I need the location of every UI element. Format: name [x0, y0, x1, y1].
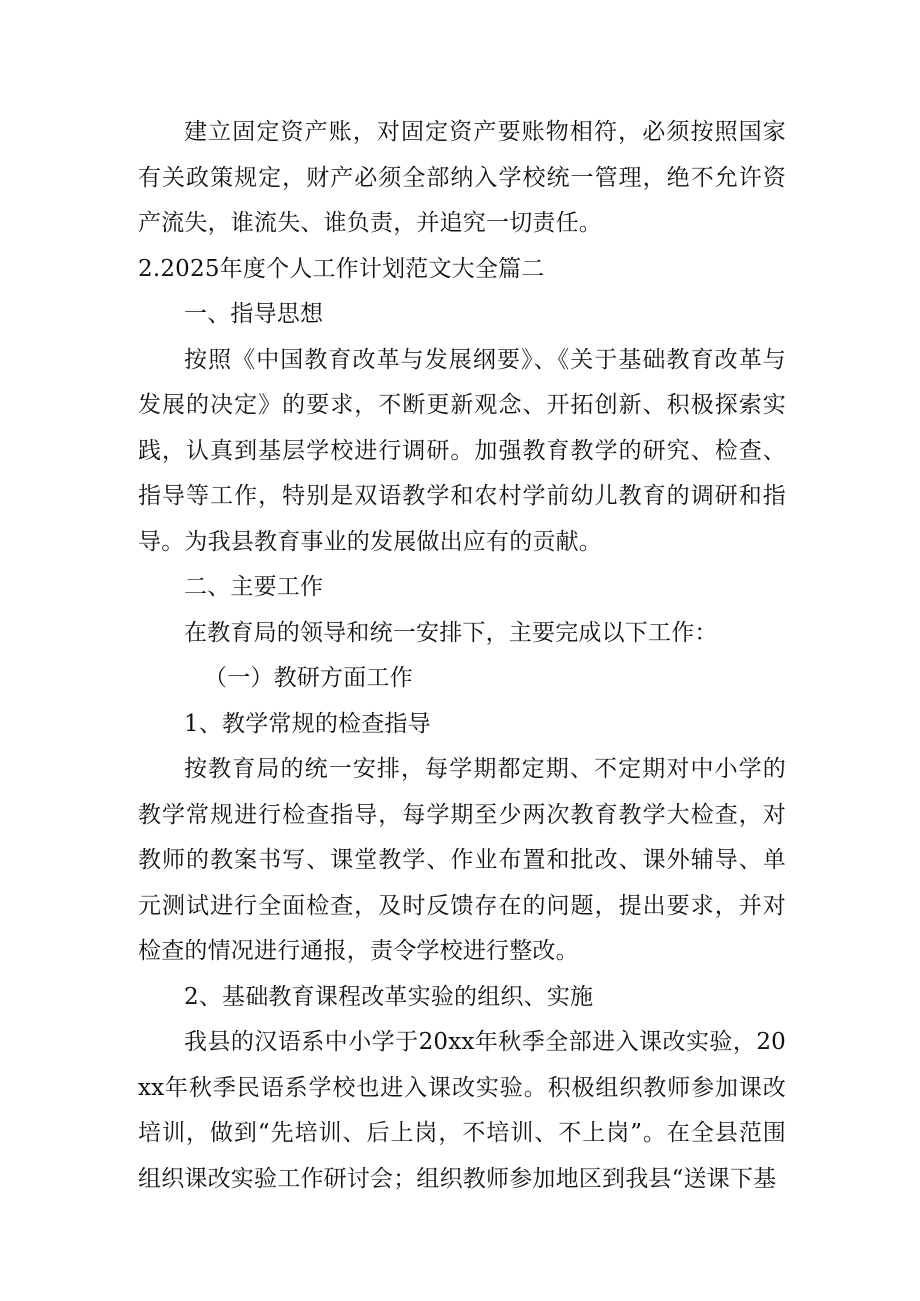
- paragraph-main-work-intro: 在教育局的领导和统一安排下，主要完成以下工作：: [184, 619, 718, 646]
- paragraph-guiding-ideology: 按照《中国教育改革与发展纲要》、《关于基础教育改革与发展的决定》的要求，不断更新观念、开拓创新、积极探索实践，认真到基层学校进行调研。加强教育教学的研究、检查、指导等工作，特别是双语教学和农村学前幼儿教育的调研和指导。为我县教育事业的发展做出应有的贡献。: [138, 346, 786, 555]
- item-heading-routine-inspection: 1、教学常规的检查指导: [184, 710, 431, 737]
- document-body: [138, 110, 786, 1202]
- item-heading-curriculum-reform: 2、基础教育课程改革实验的组织、实施: [184, 983, 594, 1010]
- paragraph-asset-management: 建立固定资产账，对固定资产要账物相符，必须按照国家有关政策规定，财产必须全部纳入学校统一管理，绝不允许资产流失，谁流失、谁负责，并追究一切责任。: [138, 119, 786, 236]
- heading-guiding-ideology: 一、指导思想: [184, 301, 324, 327]
- heading-main-work: 二、主要工作: [184, 574, 324, 600]
- paragraph-curriculum-reform: 我县的汉语系中小学于20xx年秋季全部进入课改实验，20xx年秋季民语系学校也进入课改实验。积极组织教师参加课改培训，做到“先培训、后上岗，不培训、不上岗”。在全县范围组织课改实验工作研讨会；组织教师参加地区到我县“送课下基: [138, 1029, 786, 1192]
- paragraph-routine-inspection: 按教育局的统一安排，每学期都定期、不定期对中小学的教学常规进行检查指导，每学期至少两次教育教学大检查，对教师的教案书写、课堂教学、作业布置和批改、课外辅导、单元测试进行全面检查，及时反馈存在的问题，提出要求，并对检查的情况进行通报，责令学校进行整改。: [138, 756, 786, 964]
- subheading-teaching-research: （一）教研方面工作: [204, 665, 413, 691]
- section-heading: 2.2025年度个人工作计划范文大全篇二: [138, 255, 545, 282]
